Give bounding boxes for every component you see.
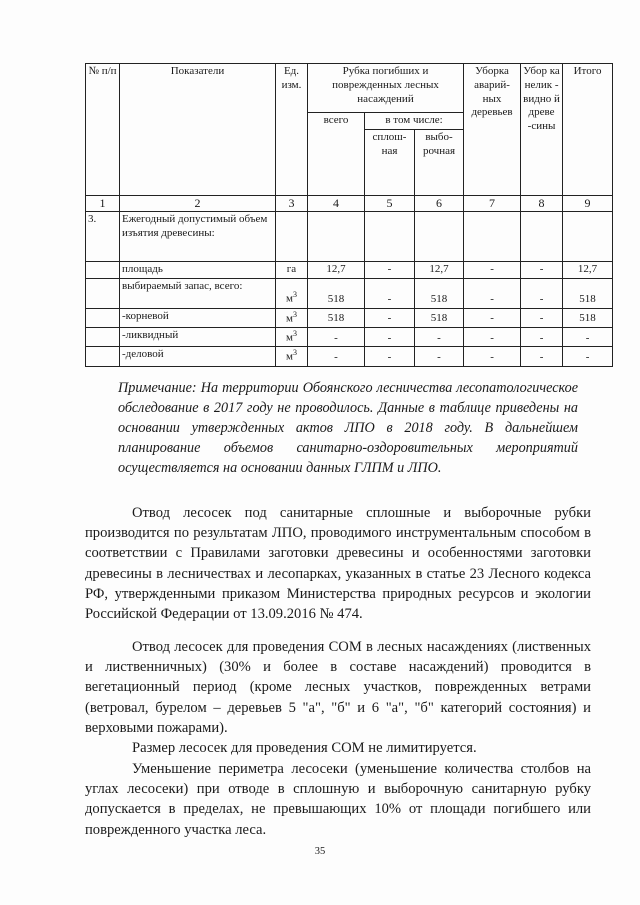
row-unit [276, 278, 308, 308]
unit-text: га [286, 262, 297, 275]
paragraph-2: Отвод лесосек для проведения СОМ в лесных насаждениях (лиственных и лиственничных) (30% и более в составе насаждений) проводится в вегетационный период (кроме лесных участков, поврежденных ветрами (ветровал, бурелом – деревьев 5 "а", "б" и 6 "а", "б" категорий состояния) и верховыми пожарами). [85, 639, 591, 736]
row-unit [276, 327, 308, 346]
header-emergency: Уборка аварий-ных деревьев [464, 64, 521, 196]
row-label: -деловой [120, 347, 276, 366]
row-value: - [521, 347, 563, 366]
row-unit [276, 261, 308, 278]
col-number: 8 [521, 195, 563, 211]
row-value: 518 [308, 278, 365, 308]
row-value: - [521, 308, 563, 327]
column-numbers-row [86, 195, 613, 211]
row-value: - [563, 327, 613, 346]
row-unit [276, 347, 308, 366]
page-number: 35 [314, 846, 326, 857]
table-row [86, 308, 613, 327]
table-row [86, 327, 613, 346]
header-total-sub: всего [308, 113, 365, 196]
header-including: в том числе: [365, 113, 464, 130]
col-number: 1 [86, 195, 120, 211]
row-value: - [415, 327, 464, 346]
row-value: - [464, 261, 521, 278]
header-total: Итого [563, 64, 613, 196]
header-group-title: Рубка погибших и поврежденных лесных насаждений [308, 64, 464, 113]
row-value: 12,7 [415, 261, 464, 278]
col-number: 6 [415, 195, 464, 211]
row-unit [276, 308, 308, 327]
row-label: площадь [120, 261, 276, 278]
row-value: 518 [415, 308, 464, 327]
unit-superscript: 3 [292, 348, 297, 358]
col-number: 4 [308, 195, 365, 211]
col-number: 2 [120, 195, 276, 211]
row-value: - [464, 327, 521, 346]
section-label: Ежегодный допустимый объем изъятия древесины: [120, 211, 276, 261]
row-value: - [365, 327, 415, 346]
row-value: 518 [308, 308, 365, 327]
row-value: - [415, 347, 464, 366]
row-value: 12,7 [563, 261, 613, 278]
row-value: 518 [563, 308, 613, 327]
header-illiquid: Убор ка нелик - видно й древе -сины [521, 64, 563, 196]
header-indicators: Показатели [120, 64, 276, 196]
row-value: - [521, 261, 563, 278]
row-value: - [308, 327, 365, 346]
row-label: -ликвидный [120, 327, 276, 346]
unit-text: м [286, 292, 293, 305]
row-value: - [308, 347, 365, 366]
row-value: - [464, 347, 521, 366]
row-value: - [365, 347, 415, 366]
unit-text: м [286, 331, 293, 344]
row-value: 518 [415, 278, 464, 308]
row-value: - [365, 308, 415, 327]
unit-superscript: 3 [292, 290, 297, 300]
header-num: № п/п [86, 64, 120, 196]
row-value: 518 [563, 278, 613, 308]
row-value: - [464, 278, 521, 308]
header-selective: выбо-рочная [415, 129, 464, 195]
col-number: 5 [365, 195, 415, 211]
col-number: 7 [464, 195, 521, 211]
unit-text: м [286, 312, 293, 325]
row-value: 12,7 [308, 261, 365, 278]
unit-superscript: 3 [292, 309, 297, 319]
table-note: Примечание: На территории Обоянского лесничества лесопатологическое обследование в 2017 году не проводилось. Данные в таблице приведены на основании утвержденных актов ЛПО в 2018 году. В дальнейшем планирование объемов санитарно-оздоровительных мероприятий осуществляется на основании данных ГЛПМ и ЛПО. [118, 380, 578, 476]
unit-superscript: 3 [292, 328, 297, 338]
unit-text: м [286, 350, 293, 363]
row-value: - [521, 278, 563, 308]
section-num: 3. [86, 211, 120, 261]
col-number: 9 [563, 195, 613, 211]
table-row [86, 347, 613, 366]
row-value: - [365, 278, 415, 308]
paragraph-3: Размер лесосек для проведения СОМ не лимитируется. [132, 740, 477, 756]
section-row [86, 211, 613, 261]
row-value: - [521, 327, 563, 346]
paragraph-4: Уменьшение периметра лесосеки (уменьшение количества столбов на углах лесосеки) при отводе в сплошную и выборочную санитарную рубку допускается в пределах, не превышающих 10% от площади погибшего или поврежденного участка леса. [85, 761, 591, 838]
row-value: - [563, 347, 613, 366]
row-value: - [365, 261, 415, 278]
row-label: -корневой [120, 308, 276, 327]
row-label: выбираемый запас, всего: [120, 278, 276, 308]
paragraph-1: Отвод лесосек под санитарные сплошные и выборочные рубки производится по результатам ЛПО, проводимого инструментальным способом в соответствии с Правилами заготовки древесины и особенностями заготовки древесины в лесничествах и лесопарках, указанных в статье 23 Лесного кодекса РФ, утвержденными приказом Министерства природных ресурсов и экологии Российской Федерации от 13.09.2016 № 474. [85, 505, 591, 623]
table-row [86, 278, 613, 308]
header-unit: Ед. изм. [276, 64, 308, 196]
table-row [86, 261, 613, 278]
forestry-table [85, 63, 613, 367]
row-value: - [464, 308, 521, 327]
header-clear: сплош-ная [365, 129, 415, 195]
col-number: 3 [276, 195, 308, 211]
